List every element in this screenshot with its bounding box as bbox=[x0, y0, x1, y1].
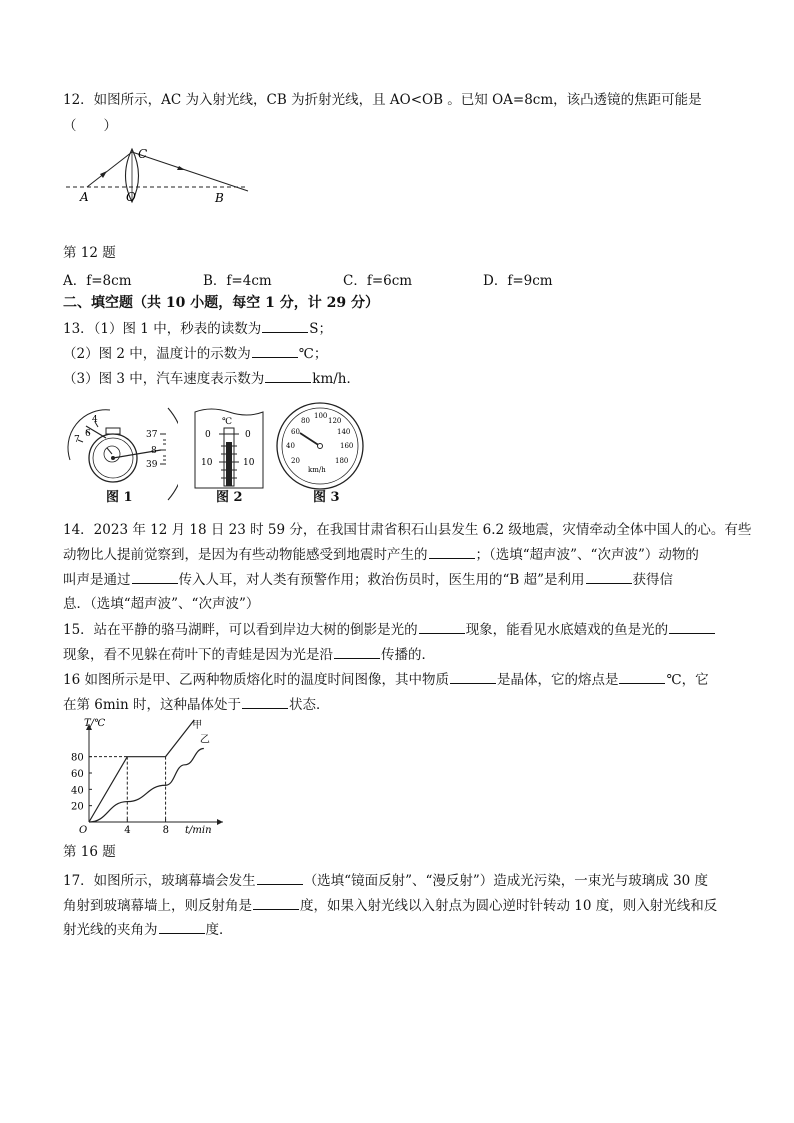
tick-20: 20 bbox=[291, 457, 300, 465]
y-tick-label: 80 bbox=[71, 752, 84, 764]
label-a: A bbox=[80, 190, 89, 204]
q17-line-1: 17．如图所示，玻璃幕墙会发生 （选填“镜面反射”、“漫反射”）造成光污染，一束光与玻璃成 30 度 bbox=[63, 870, 708, 891]
tick-7: 7 bbox=[74, 435, 80, 445]
tick-100: 100 bbox=[314, 412, 328, 420]
series-jia-line bbox=[89, 720, 194, 822]
unit-celsius: ℃ bbox=[222, 417, 233, 427]
answer-blank bbox=[132, 569, 178, 584]
label-b: B bbox=[215, 191, 224, 205]
q17-line-2: 角射到玻璃幕墙上，则反射角是 度，如果入射光线以入射点为圆心逆时针转动 10 度，则入射光线和反 bbox=[63, 895, 717, 916]
x-axis-label: t/min bbox=[185, 825, 212, 836]
q12-option-b: B．f=4cm bbox=[203, 273, 272, 289]
tick-120: 120 bbox=[328, 417, 342, 425]
incident-ray-ac bbox=[87, 152, 132, 187]
q12-option-a: A．f=8cm bbox=[63, 273, 132, 289]
arrow-icon bbox=[177, 166, 185, 170]
q16-caption: 第 16 题 bbox=[63, 844, 116, 860]
series-yi-label: 乙 bbox=[199, 734, 210, 746]
answer-blank bbox=[429, 544, 475, 559]
tick-10-left: 10 bbox=[201, 458, 213, 468]
y-axis-label: T/℃ bbox=[84, 718, 106, 729]
tick-80: 80 bbox=[301, 417, 310, 425]
origin-label: O bbox=[79, 825, 88, 836]
fig2-caption: 图 2 bbox=[216, 490, 243, 505]
refracted-ray-cb bbox=[132, 152, 248, 191]
x-axis-arrow-icon bbox=[217, 819, 223, 825]
q13-line-1: 13．（1）图 1 中，秒表的读数为 S； bbox=[63, 318, 332, 339]
tick-160: 160 bbox=[340, 442, 354, 450]
tick-10-right: 10 bbox=[243, 458, 255, 468]
fig3-caption: 图 3 bbox=[313, 490, 340, 505]
speed-needle bbox=[300, 433, 320, 446]
tick-0-right: 0 bbox=[245, 430, 251, 440]
q12-lens-diagram bbox=[63, 144, 253, 210]
q12-answer-paren: （ ） bbox=[63, 118, 117, 134]
arrow-icon bbox=[100, 171, 107, 178]
q12-option-c: C．f=6cm bbox=[343, 273, 413, 289]
q14-line-2: 动物比人提前觉察到，是因为有些动物能感受到地震时产生的 ；（选填“超声波”、“次声波”）动物的 bbox=[63, 544, 699, 565]
q15-line-2: 现象，看不见躲在荷叶下的青蛙是因为光是沿 传播的． bbox=[63, 644, 435, 665]
answer-blank bbox=[242, 694, 288, 709]
answer-blank bbox=[419, 619, 465, 634]
fig3-speedometer bbox=[270, 401, 370, 491]
q16-line-2: 在第 6min 时，这种晶体处于 状态． bbox=[63, 694, 330, 715]
answer-blank bbox=[257, 870, 303, 885]
q14-line-1: 14．2023 年 12 月 18 日 23 时 59 分，在我国甘肃省积石山县发生 6.2 级地震，灾情牵动全体中国人的心。有些 bbox=[63, 522, 752, 538]
answer-blank bbox=[450, 669, 496, 684]
y-tick-label: 20 bbox=[71, 801, 84, 813]
tick-8: 8 bbox=[151, 446, 157, 456]
label-c: C bbox=[138, 147, 148, 161]
x-tick-label: 4 bbox=[124, 825, 131, 836]
series-yi-line bbox=[89, 749, 204, 823]
answer-blank bbox=[334, 644, 380, 659]
q12-caption: 第 12 题 bbox=[63, 245, 116, 261]
q12-option-d: D．f=9cm bbox=[483, 273, 553, 289]
y-tick-label: 40 bbox=[71, 785, 84, 797]
tick-6: 6 bbox=[85, 429, 91, 439]
section-2-title: 二、填空题（共 10 小题，每空 1 分，计 29 分） bbox=[63, 295, 379, 311]
fig2-thermometer bbox=[193, 406, 265, 490]
series-jia-label: 甲 bbox=[192, 720, 203, 731]
q16-line-1: 16 如图所示是甲、乙两种物质熔化时的温度时间图像，其中物质 是晶体，它的熔点是 ℃，它 bbox=[63, 669, 709, 690]
q14-line-3: 叫声是通过 传入人耳，对人类有预警作用；救治伤员时，医生用的“B 超”是利用 获得信 bbox=[63, 569, 673, 590]
q16-melting-chart bbox=[63, 716, 233, 838]
answer-blank bbox=[265, 368, 311, 383]
unit-kmh: km/h bbox=[308, 466, 326, 474]
answer-blank bbox=[252, 343, 298, 358]
answer-blank bbox=[253, 895, 299, 910]
fig1-caption: 图 1 bbox=[106, 490, 133, 505]
answer-blank bbox=[619, 669, 665, 684]
y-tick-label: 60 bbox=[71, 769, 84, 780]
tick-60: 60 bbox=[291, 428, 300, 436]
tick-0-left: 0 bbox=[205, 430, 211, 440]
q13-line-2: （2）图 2 中，温度计的示数为 ℃； bbox=[63, 343, 327, 364]
answer-blank bbox=[262, 318, 308, 333]
tick-4: 4 bbox=[92, 415, 98, 425]
q14-line-4: 息．（选填“超声波”、“次声波”） bbox=[63, 596, 260, 612]
tick-37: 37 bbox=[146, 430, 158, 440]
x-tick-label: 8 bbox=[162, 825, 169, 836]
answer-blank bbox=[669, 619, 715, 634]
q17-line-3: 射光线的夹角为 度． bbox=[63, 919, 233, 940]
q15-line-1: 15．站在平静的骆马湖畔，可以看到岸边大树的倒影是光的 现象，能看见水底嬉戏的鱼是光的 bbox=[63, 619, 716, 640]
q12-stem: 12．如图所示，AC 为入射光线，CB 为折射光线，且 AO<OB 。已知 OA=8cm，该凸透镜的焦距可能是 bbox=[63, 92, 702, 108]
tick-40: 40 bbox=[286, 442, 295, 450]
answer-blank bbox=[159, 919, 205, 934]
large-dial-arc bbox=[168, 408, 178, 500]
crown-icon bbox=[106, 428, 120, 434]
q13-line-3: （3）图 3 中，汽车速度表示数为 km/h． bbox=[63, 368, 360, 389]
answer-blank bbox=[586, 569, 632, 584]
label-o: O bbox=[126, 190, 136, 204]
tick-180: 180 bbox=[335, 457, 349, 465]
tick-39: 39 bbox=[146, 460, 158, 470]
liquid-column bbox=[226, 442, 232, 486]
tick-140: 140 bbox=[337, 428, 351, 436]
